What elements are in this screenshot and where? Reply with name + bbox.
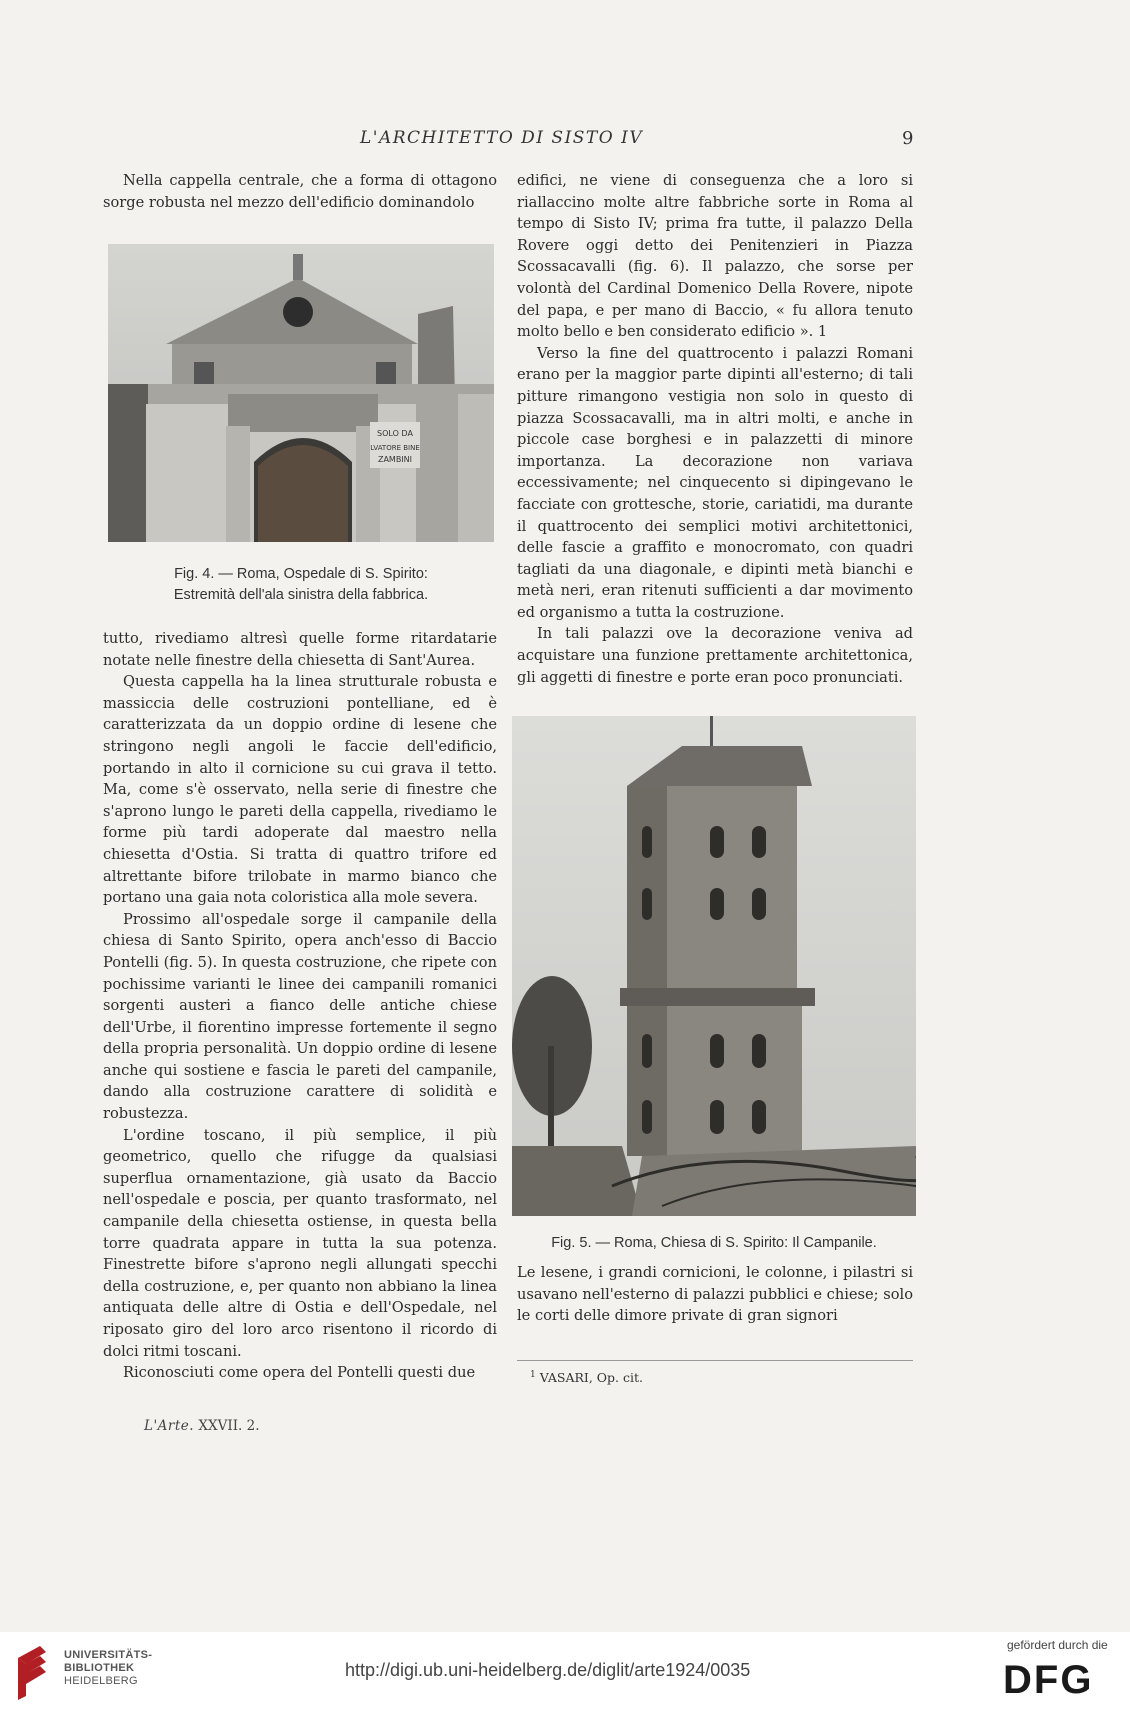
page-number: 9	[902, 128, 914, 149]
permalink[interactable]: http://digi.ub.uni-heidelberg.de/diglit/arte1924/0035	[345, 1660, 751, 1680]
funded-by-label: gefördert durch die	[1007, 1638, 1108, 1652]
journal-name: L'Arte.	[144, 1418, 195, 1434]
paragraph: tutto, rivediamo altresì quelle forme ritardatarie notate nelle finestre della chiesetta di Sant'Aurea.	[103, 630, 497, 669]
left-column-intro	[103, 170, 497, 213]
poster-text: SOLO DA	[377, 429, 413, 438]
paragraph: Verso la fine del quattrocento i palazzi Romani erano per la maggior parte dipinti all'esterno; di tali pitture rimangono vestigia non solo in questo di piazza Scossacavalli, ma in altri molti, e anche in piccole case borghesi e in palazzetti di minore importanza. La decorazione non variava eccessivamente; nel cinquecento si dipingevano le facciate con grottesche, storie, cariatidi, ma durante il quattrocento dei semplici motivi architettonici, delle fascie a graffito e monocromato, con quadri tagliati da una diagonale, e dipinti metà bianchi e metà neri, eran ritenuti sufficienti a dar movimento ed organismo a tutta la costruzione.	[517, 344, 913, 621]
paragraph: Prossimo all'ospedale sorge il campanile della chiesa di Santo Spirito, opera anch'esso di Baccio Pontelli (fig. 5). In questa costruzione, che ripete con pochissime varianti le linee dei campanili romanici sorgenti austeri a fianco delle antiche chiese dell'Urbe, il fiorentino impresse fortemente il segno della propria personalità. Un doppio ordine di lesene anche qui sostiene e fascia le pareti del campanile, dando alla costruzione carattere di solidità e robustezza.	[103, 910, 497, 1123]
right-column-body	[517, 170, 913, 688]
caption-line: Estremità dell'ala sinistra della fabbrica.	[173, 587, 429, 603]
poster-text: LVATORE BINE	[370, 444, 420, 452]
dfg-logo: DFG	[1003, 1658, 1094, 1702]
paragraph: Questa cappella ha la linea strutturale robusta e massiccia delle costruzioni pontelliane, ed è caratterizzata da un doppio ordine di lesene che stringono negli angoli le faccie dell'edificio, portando in alto il cornicione su cui grava il tetto. Ma, come s'è osservato, nella serie di finestre che s'aprono lungo le pareti della cappella, rivediamo le forme più tardi adoperate dal maestro nella chiesetta d'Ostia. Si tratta di quattro trifore ed altrettante bifore trilobate in marmo bianco che portano una gaia nota coloristica alla mole severa.	[103, 673, 497, 907]
library-name	[64, 1649, 152, 1688]
figure-4-caption	[108, 564, 494, 606]
paragraph: Riconosciuti come opera del Pontelli questi due	[123, 1364, 476, 1382]
caption-line: Fig. 4. — Roma, Ospedale di S. Spirito:	[174, 566, 428, 582]
page-signature	[144, 1418, 260, 1434]
paragraph: Le lesene, i grandi cornicioni, le colonne, i pilastri si usavano nell'esterno di palazzi pubblici e chiese; solo le corti delle dimore private di gran signori	[517, 1264, 913, 1325]
footnote-text: VASARI, Op. cit.	[539, 1370, 644, 1386]
figure-5-caption: Fig. 5. — Roma, Chiesa di S. Spirito: Il Campanile.	[551, 1235, 877, 1251]
footnote	[530, 1370, 643, 1385]
paragraph: Nella cappella centrale, che a forma di ottagono sorge robusta nel mezzo dell'edificio dominandolo	[103, 172, 497, 211]
running-title: L'ARCHITETTO DI SISTO IV	[360, 128, 644, 148]
poster-text: ZAMBINI	[377, 455, 413, 464]
digitization-footer	[0, 1632, 1130, 1713]
right-column-continuation	[517, 1262, 913, 1327]
paragraph: edifici, ne viene di conseguenza che a loro si riallaccino molte altre fabbriche sorte in Roma al tempo di Sisto IV; prima fra tutte, il palazzo Della Rovere oggi detto dei Penitenzieri in Piazza Scossacavalli (fig. 6). Il palazzo, che sorse per volontà del Cardinal Domenico Della Rovere, nipote del papa, e per mano di Baccio, « fu allora tenuto molto bello e ben considerato edificio ». 1	[517, 172, 913, 341]
footnote-mark: 1	[530, 1370, 536, 1380]
volume-mark: XXVII. 2.	[198, 1418, 260, 1434]
paragraph: L'ordine toscano, il più semplice, il più geometrico, quello che rifugge da qualsiasi superflua ornamentazione, già usato da Baccio nell'ospedale e poscia, per quanto trasformato, nel campanile della chiesetta ostiense, in questa bella torre quadrata appare in tutta la sua potenza. Finestrette bifore s'aprono negli allungati specchi della costruzione, e, per quanto non abbiano la linea antiquata delle altre di Ostia e dell'Ospedale, nel riposato giro del loro arco risentono il ricordo di dolci ritmi toscani.	[103, 1126, 497, 1360]
figure-4-photo	[108, 244, 494, 542]
footnote-divider	[517, 1360, 913, 1361]
figure-5-photo	[512, 716, 916, 1216]
left-column-body	[103, 628, 497, 1384]
library-logo-icon	[12, 1642, 56, 1704]
library-line: HEIDELBERG	[64, 1675, 138, 1687]
paragraph: In tali palazzi ove la decorazione veniva ad acquistare una funzione prettamente architettonica, gli aggetti di finestre e porte eran poco pronunciati.	[517, 625, 913, 686]
library-line: BIBLIOTHEK	[64, 1662, 135, 1674]
library-line: UNIVERSITÄTS-	[64, 1649, 153, 1661]
